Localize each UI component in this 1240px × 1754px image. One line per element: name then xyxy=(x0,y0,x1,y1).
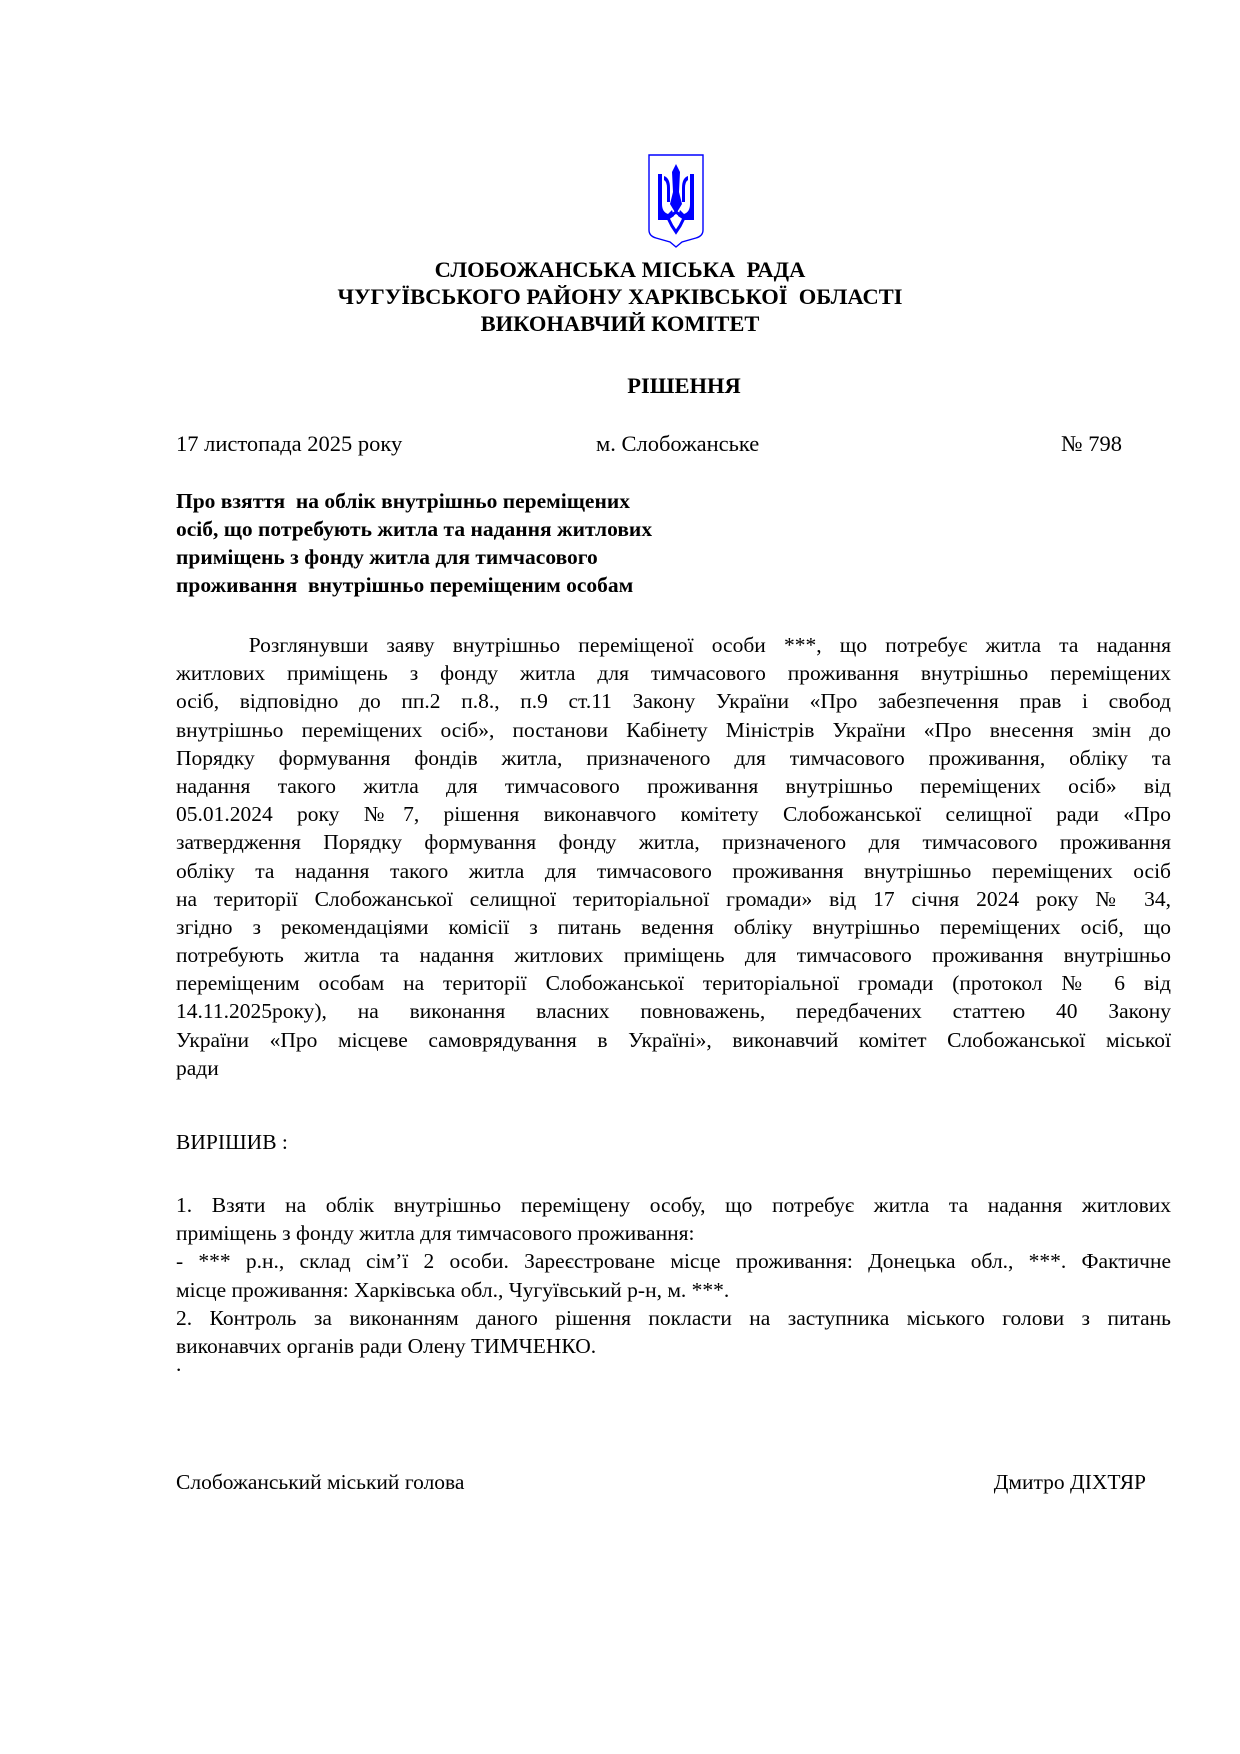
district-region-name: ЧУГУЇВСЬКОГО РАЙОНУ ХАРКІВСЬКОЇ ОБЛАСТІ xyxy=(337,284,903,309)
preamble-line: надання такого житла для тимчасового проживання внутрішньо переміщених осіб» від xyxy=(176,773,1171,798)
decision-place: м. Слобожанське xyxy=(596,431,760,456)
preamble-line: 14.11.2025року), на виконання власних повноважень, передбачених статтею 40 Закону xyxy=(176,999,1171,1024)
subject-line: проживання внутрішньо переміщеним особам xyxy=(176,573,634,597)
preamble-line: 05.01.2024 року №7, рішення виконавчого комітету Слобожанської селищної ради «Про xyxy=(176,802,1171,827)
council-name: СЛОБОЖАНСЬКА МІСЬКА РАДА xyxy=(434,257,806,282)
subject-line: осіб, що потребують житла та надання житлових xyxy=(176,517,653,541)
preamble-line: на території Слобожанської селищної територіальної громади» від 17 січня 2024 року № 34, xyxy=(176,886,1171,911)
preamble-line: обліку та надання такого житла для тимчасового проживання внутрішньо переміщених осіб xyxy=(176,858,1171,883)
signatory-title: Слобожанський міський голова xyxy=(176,1470,465,1494)
preamble-line: ради xyxy=(176,1055,219,1080)
signatory-name: Дмитро ДІХТЯР xyxy=(993,1470,1146,1494)
preamble-line: Розглянувши заяву внутрішньо переміщеної особи ***, що потребує житла та надання xyxy=(176,633,1171,657)
item-1-line: 1. Взяти на облік внутрішньо переміщену особу, що потребує житла та надання житлових xyxy=(176,1193,1171,1217)
item-2-line: 2. Контроль за виконанням даного рішення покласти на заступника міського голови з питань xyxy=(176,1305,1171,1330)
decision-date: 17 листопада 2025 року xyxy=(176,431,403,456)
decision-title: РІШЕННЯ xyxy=(627,373,741,398)
ukraine-trident-coat-of-arms-icon xyxy=(646,152,706,248)
executive-committee-name: ВИКОНАВЧИЙ КОМІТЕТ xyxy=(480,311,760,336)
item-1-person-line: місце проживання: Харківська обл., Чугуївський р-н, м. ***. xyxy=(176,1277,730,1302)
subject-line: Про взяття на облік внутрішньо переміщених xyxy=(176,489,630,513)
item-2-line: виконавчих органів ради Олену ТИМЧЕНКО. xyxy=(176,1333,597,1358)
preamble-line: осіб, відповідно до пп.2 п.8., п.9 ст.11 Закону України «Про забезпечення прав і свобод xyxy=(176,689,1171,714)
trailing-dot: . xyxy=(176,1352,182,1376)
decision-subject xyxy=(176,487,776,599)
preamble-line: внутрішньо переміщених осіб», постанови Кабінету Міністрів України «Про внесення змін до xyxy=(176,717,1171,742)
resolution-items xyxy=(176,1191,1171,1360)
preamble-paragraph xyxy=(176,631,1171,1082)
preamble-line: затвердження Порядку формування фонду житла, призначеного для тимчасового проживання xyxy=(176,830,1171,855)
subject-line: приміщень з фонду житла для тимчасового xyxy=(176,545,598,569)
preamble-line: Порядку формування фондів житла, призначеного для тимчасового проживання, обліку та xyxy=(176,745,1171,770)
preamble-line: переміщеним особам на території Слобожанської територіальної громади (протокол № 6 від xyxy=(176,971,1171,996)
preamble-line: потребують житла та надання житлових приміщень для тимчасового проживання внутрішньо xyxy=(176,943,1171,968)
decision-number: № 798 xyxy=(1061,431,1122,456)
council-header xyxy=(0,256,1240,337)
preamble-line: згідно з рекомендаціями комісії з питань ведення обліку внутрішньо переміщених осіб, що xyxy=(176,914,1171,939)
preamble-line: житлових приміщень з фонду житла для тимчасового проживання внутрішньо переміщених xyxy=(176,661,1171,686)
item-1-person-line: - *** р.н., склад сім’ї 2 особи. Зареєстроване місце проживання: Донецька обл., ***. Фактичне xyxy=(176,1249,1171,1274)
resolved-label: ВИРІШИВ : xyxy=(176,1130,288,1154)
item-1-line: приміщень з фонду житла для тимчасового проживання: xyxy=(176,1221,695,1246)
preamble-line: України «Про місцеве самоврядування в Україні», виконавчий комітет Слобожанської міської xyxy=(176,1027,1171,1052)
decision-meta-row xyxy=(176,431,1122,461)
